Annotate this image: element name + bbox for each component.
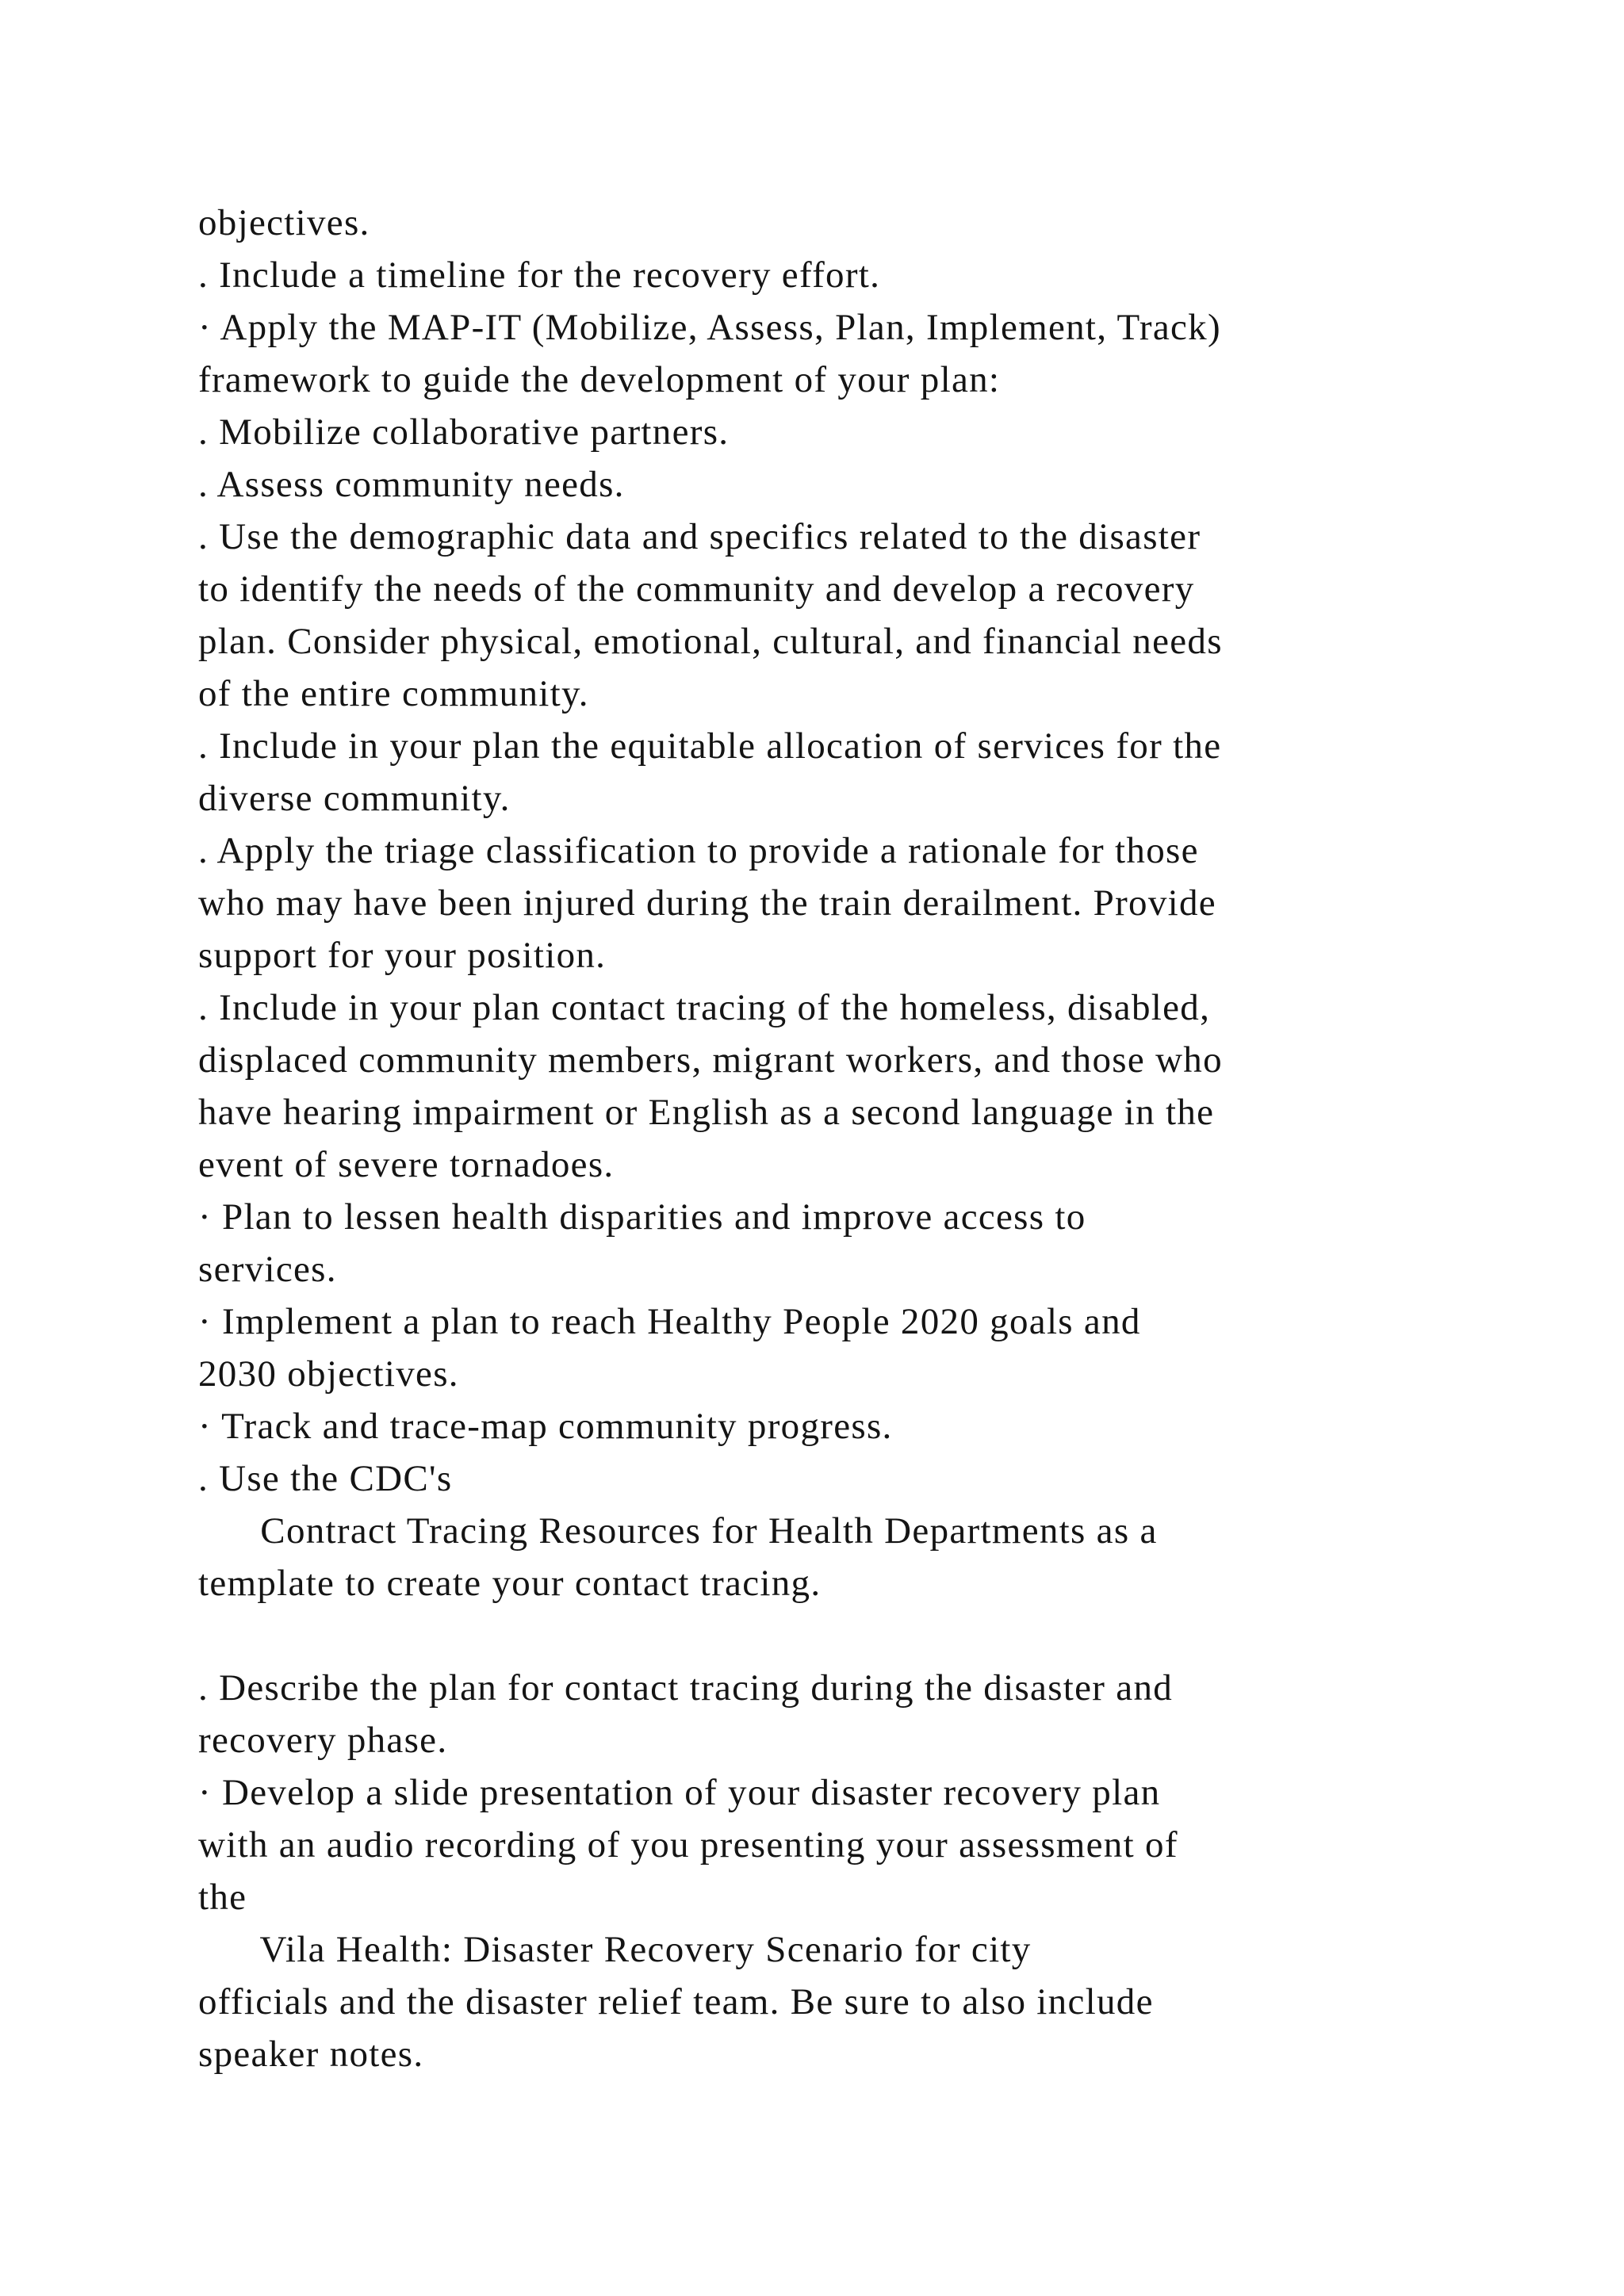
text-line: to identify the needs of the community and develop a recovery bbox=[198, 568, 1195, 610]
document-body bbox=[198, 197, 1546, 2080]
text-line: . Use the demographic data and specifics related to the disaster bbox=[198, 516, 1201, 557]
text-line: the bbox=[198, 1877, 247, 1918]
text-line: · Plan to lessen health disparities and improve access to bbox=[198, 1196, 1086, 1238]
text-line: . Include in your plan the equitable allocation of services for the bbox=[198, 725, 1222, 767]
text-line: . Apply the triage classification to provide a rationale for those bbox=[198, 830, 1199, 871]
text-line: objectives. bbox=[198, 202, 370, 243]
text-line: Contract Tracing Resources for Health Departments as a bbox=[198, 1510, 1158, 1552]
text-line: . Include in your plan contact tracing of the homeless, disabled, bbox=[198, 987, 1211, 1028]
text-line: . Mobilize collaborative partners. bbox=[198, 411, 730, 453]
text-line: 2030 objectives. bbox=[198, 1353, 459, 1395]
text-line: · Track and trace-map community progress. bbox=[198, 1406, 893, 1447]
text-line: with an audio recording of you presenting your assessment of bbox=[198, 1824, 1178, 1866]
text-line: of the entire community. bbox=[198, 673, 589, 714]
blank-line bbox=[198, 1609, 1546, 1662]
text-line: Vila Health: Disaster Recovery Scenario for city bbox=[198, 1929, 1032, 1970]
text-line: displaced community members, migrant workers, and those who bbox=[198, 1039, 1223, 1081]
text-line: speaker notes. bbox=[198, 2034, 424, 2075]
text-line: support for your position. bbox=[198, 935, 607, 976]
text-line: · Implement a plan to reach Healthy People 2020 goals and bbox=[198, 1301, 1141, 1342]
text-line: · Apply the MAP-IT (Mobilize, Assess, Plan, Implement, Track) bbox=[198, 307, 1221, 348]
text-line: . Use the CDC's bbox=[198, 1458, 453, 1499]
text-line: · Develop a slide presentation of your disaster recovery plan bbox=[198, 1772, 1161, 1813]
text-line: event of severe tornadoes. bbox=[198, 1144, 615, 1185]
text-line: services. bbox=[198, 1249, 337, 1290]
text-line: . Describe the plan for contact tracing during the disaster and bbox=[198, 1667, 1174, 1709]
text-line: . Assess community needs. bbox=[198, 464, 625, 505]
text-line: template to create your contact tracing. bbox=[198, 1563, 822, 1604]
text-line: who may have been injured during the train derailment. Provide bbox=[198, 882, 1216, 924]
text-line: diverse community. bbox=[198, 778, 511, 819]
text-line: framework to guide the development of your plan: bbox=[198, 359, 1001, 400]
text-line: have hearing impairment or English as a second language in the bbox=[198, 1092, 1215, 1133]
text-line: plan. Consider physical, emotional, cultural, and financial needs bbox=[198, 621, 1223, 662]
text-line: . Include a timeline for the recovery effort. bbox=[198, 254, 881, 296]
text-line: officials and the disaster relief team. Be sure to also include bbox=[198, 1981, 1154, 2022]
text-line: recovery phase. bbox=[198, 1720, 448, 1761]
